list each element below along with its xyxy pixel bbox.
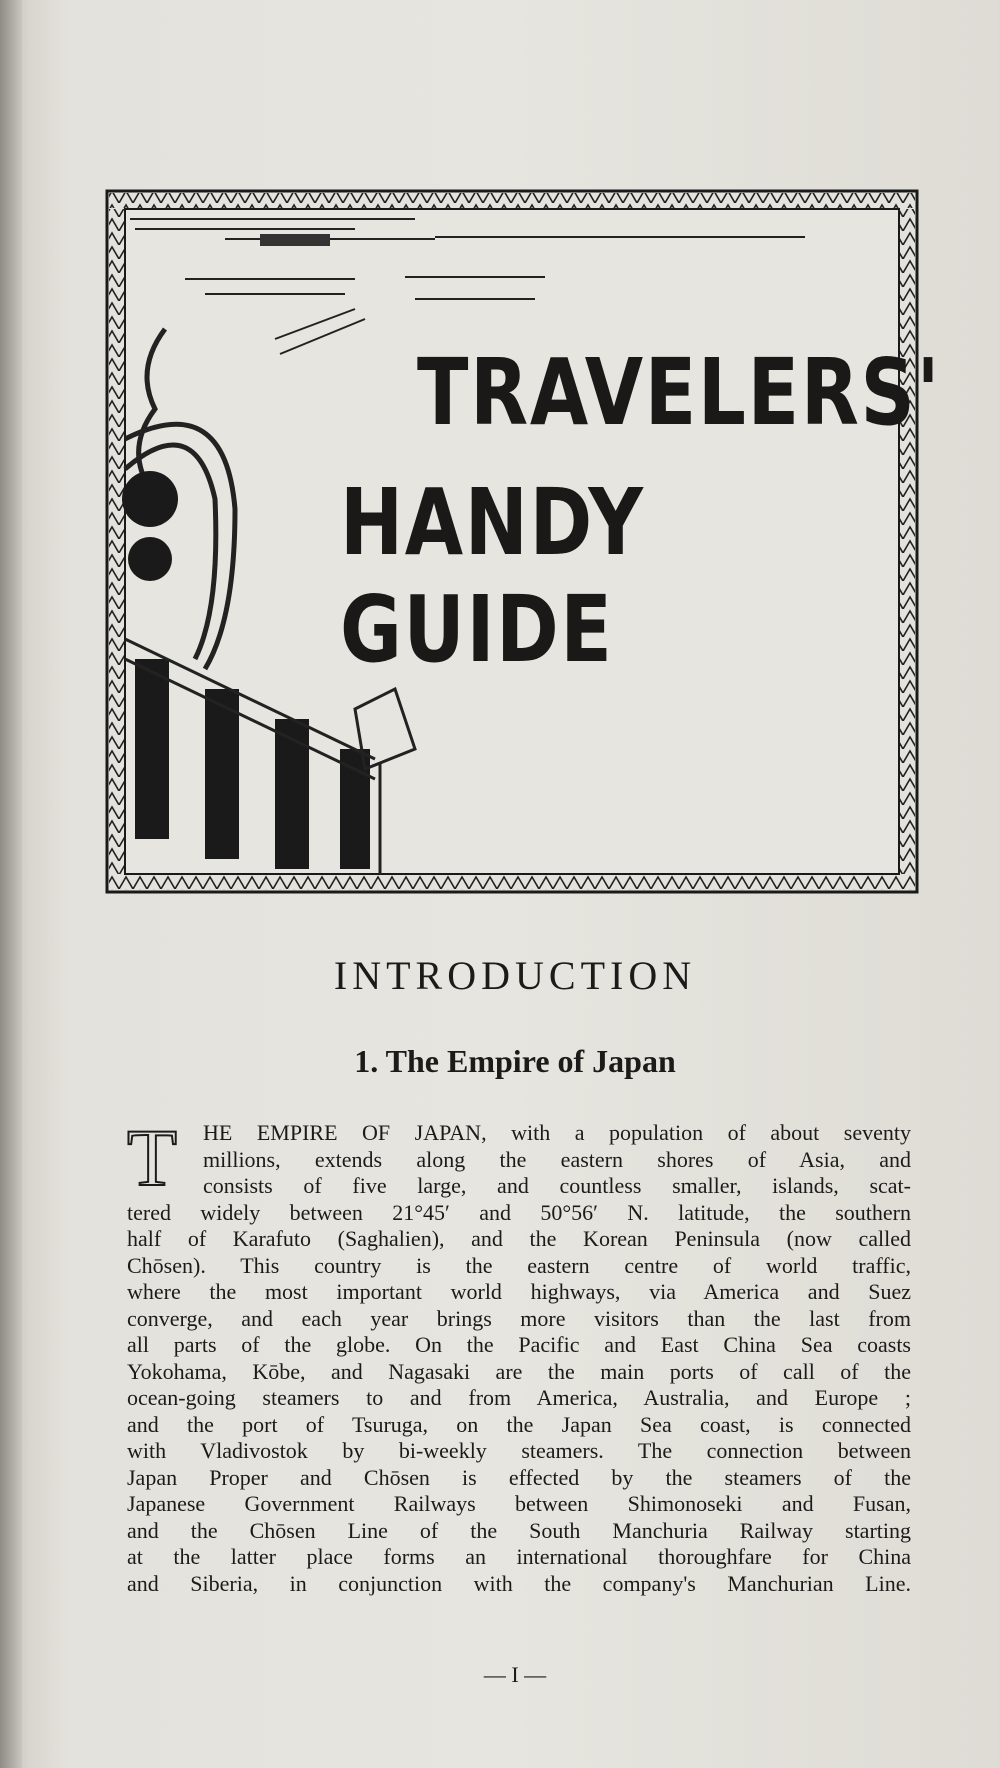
body-line: where the most important world highways, via America and Suez — [127, 1279, 911, 1304]
body-line: and Siberia, in conjunction with the company's Manchurian Line. — [127, 1570, 911, 1596]
body-line: and the port of Tsuruga, on the Japan Sea coast, is connected — [127, 1411, 911, 1437]
body-text — [127, 1112, 911, 1597]
section-title: INTRODUCTION — [333, 953, 697, 998]
body-line: converge, and each year brings more visitors than the last from — [127, 1305, 911, 1331]
body-line: and the Chōsen Line of the South Manchuria Railway starting — [127, 1517, 911, 1543]
body-line: all parts of the globe. On the Pacific and East China Sea coasts — [127, 1332, 911, 1357]
body-line — [127, 1120, 911, 1147]
chapter-heading: 1. The Empire of Japan — [354, 1043, 676, 1079]
body-line: half of Karafuto (Saghalien), and the Korean Peninsula (now called — [127, 1226, 911, 1251]
body-line: Chōsen). This country is the eastern centre of world traffic, — [127, 1252, 911, 1278]
cover-title-line1: TRAVELERS' — [417, 339, 942, 446]
body-line: ocean-going steamers to and from America, Australia, and Europe ; — [127, 1385, 911, 1410]
body-line: millions, extends along the eastern shores of Asia, and — [203, 1146, 911, 1172]
body-line: consists of five large, and countless smaller, islands, scat- — [203, 1173, 911, 1198]
body-line: Japanese Government Railways between Shimonoseki and Fusan, — [127, 1491, 911, 1516]
body-line: Yokohama, Kōbe, and Nagasaki are the main ports of call of the — [127, 1358, 911, 1384]
cover-title-line2: HANDY GUIDE — [340, 469, 645, 683]
first-line-rest: with a population of about seventy — [486, 1120, 911, 1145]
cover-illustration — [105, 189, 942, 894]
drop-cap: T — [127, 1112, 178, 1203]
page-number: — I — — [483, 1662, 547, 1687]
body-line: tered widely between 21°45′ and 50°56′ N. latitude, the southern — [127, 1199, 911, 1225]
small-caps-lead: HE EMPIRE OF JAPAN, — [203, 1120, 487, 1145]
body-line: at the latter place forms an international thoroughfare for China — [127, 1544, 911, 1569]
body-line: Japan Proper and Chōsen is effected by the steamers of the — [127, 1464, 911, 1490]
body-line: with Vladivostok by bi-weekly steamers. The connection between — [127, 1438, 911, 1463]
book-spine-shadow — [0, 0, 22, 1768]
